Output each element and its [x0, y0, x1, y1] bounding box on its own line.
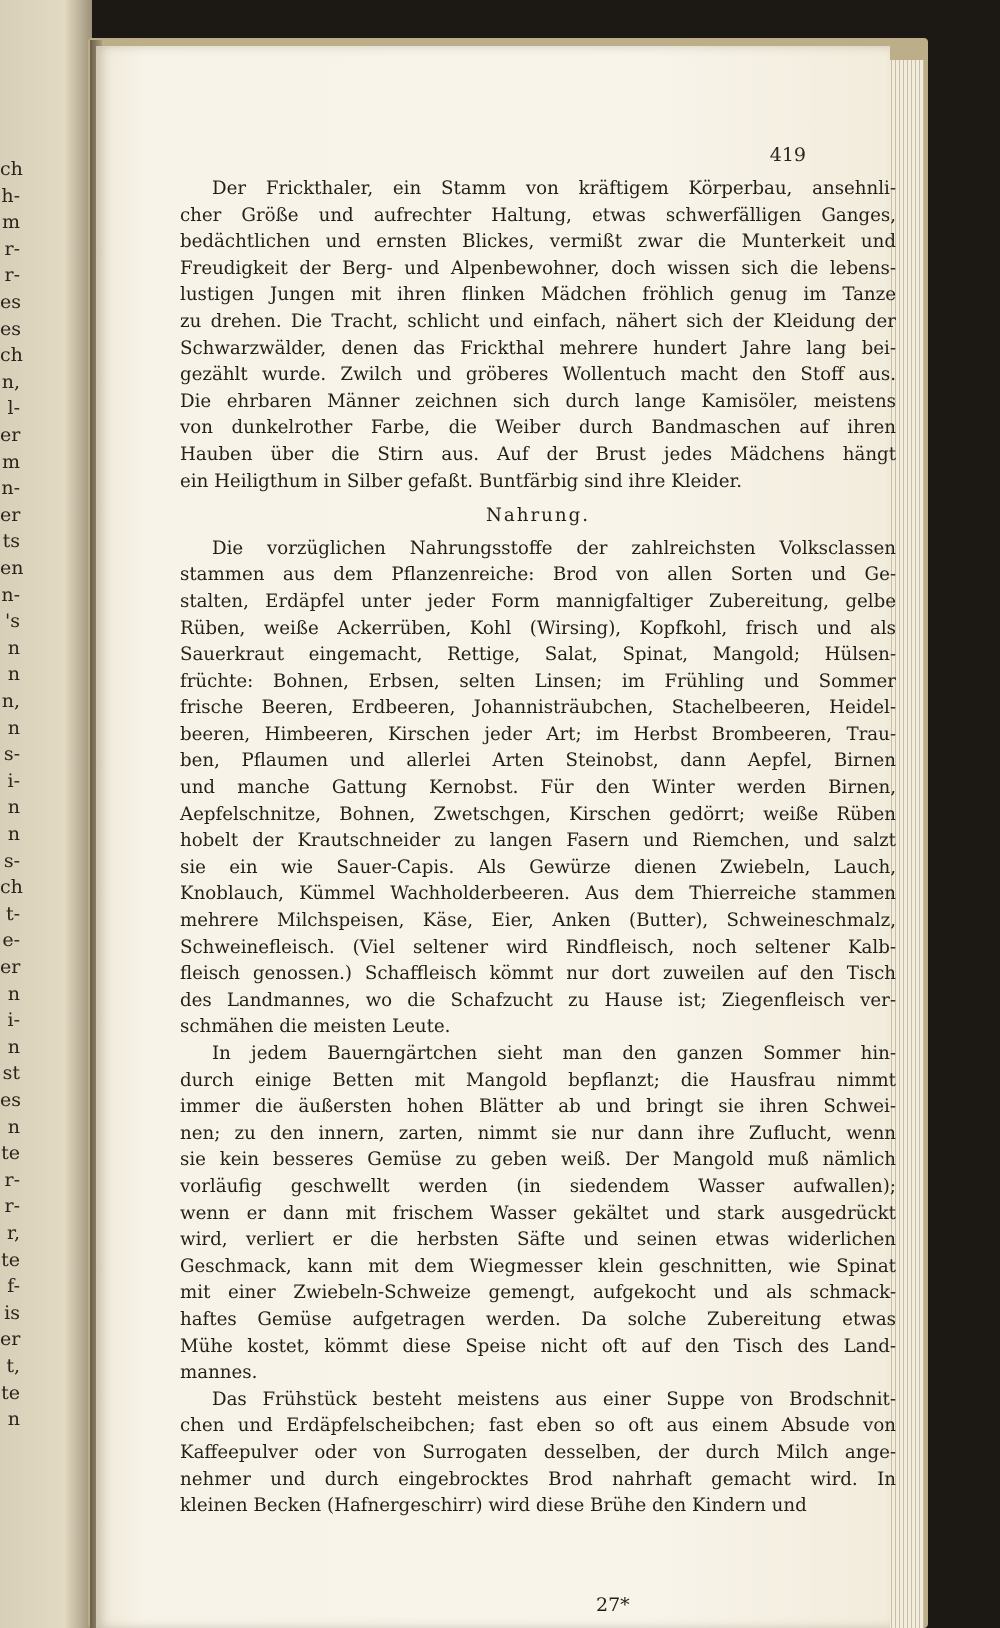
previous-page-fragment: i-: [7, 1009, 20, 1032]
previous-page-fragment: er: [0, 1328, 21, 1351]
printer-signature: 27*: [596, 1594, 630, 1616]
text-line: wenn er dann mit frischem Wasser gekältet und stark ausgedrückt: [180, 1202, 896, 1224]
page-number: 419: [769, 144, 806, 166]
previous-page-fragment: er: [0, 956, 21, 978]
text-line: fleisch genossen.) Schaffleisch kömmt nur dort zuweilen auf den Tisch: [180, 963, 896, 985]
text-line: Knoblauch, Kümmel Wachholderbeeren. Aus dem Thierreiche stammen: [180, 883, 896, 905]
text-line: Aepfelschnitze, Bohnen, Zwetschgen, Kirschen gedörrt; weiße Rüben: [180, 803, 896, 825]
text-line: ein Heiligthum in Silber gefaßt. Buntfärbig sind ihre Kleider.: [180, 470, 743, 492]
text-line: Schweinefleisch. (Viel seltener wird Rindfleisch, noch seltener Kalb-: [180, 936, 896, 958]
previous-page-fragment: i-: [7, 769, 20, 792]
text-line: früchte: Bohnen, Erbsen, selten Linsen; im Frühling und Sommer: [180, 670, 896, 692]
text-line: nehmer und durch eingebrocktes Brod nahrhaft gemacht wird. In: [180, 1468, 896, 1490]
text-line: stalten, Erdäpfel unter jeder Form mannigfaltiger Zubereitung, gelbe: [180, 590, 896, 612]
previous-page-fragment: es: [0, 1089, 21, 1111]
paragraph: [180, 536, 896, 1041]
text-line: mannes.: [180, 1362, 258, 1384]
previous-page-fragment: is: [4, 1301, 20, 1324]
previous-page-edge: [0, 0, 92, 1628]
previous-page-fragment: n-: [1, 583, 20, 606]
previous-page-fragment: s-: [3, 743, 20, 766]
previous-page-fragment: n: [7, 1035, 20, 1058]
text-line: In jedem Bauerngärtchen sieht man den ganzen Sommer hin-: [212, 1043, 896, 1064]
previous-page-fragment: n: [7, 636, 20, 659]
text-line: nen; zu den innern, zarten, nimmt sie nur dann ihre Zuflucht, wenn: [180, 1122, 896, 1144]
text-line: mit einer Zwiebeln-Schweize gemengt, aufgekocht und als schmack-: [180, 1282, 896, 1304]
previous-page-fragment: h-: [1, 184, 20, 207]
text-line: Der Frickthaler, ein Stamm von kräftigem Körperbau, ansehnli-: [212, 178, 896, 199]
text-line: Rüben, weiße Ackerrüben, Kohl (Wirsing), Kopfkohl, frisch und als: [180, 617, 896, 639]
text-line: gezählt wurde. Zwilch und gröberes Wollentuch macht den Stoff aus.: [180, 364, 896, 386]
previous-page-fragment: n: [7, 982, 20, 1005]
text-line: und manche Gattung Kernobst. Für den Winter werden Birnen,: [180, 777, 896, 799]
text-line: kleinen Becken (Hafnergeschirr) wird diese Brühe den Kindern und: [180, 1495, 807, 1517]
text-line: beeren, Himbeeren, Kirschen jeder Art; im Herbst Brombeeren, Trau-: [180, 723, 896, 745]
text-line: von dunkelrother Farbe, die Weiber durch Bandmaschen auf ihren: [180, 417, 896, 439]
previous-page-fragment: er: [0, 424, 21, 446]
text-line: wird, verliert er die herbsten Säfte und seinen etwas widerlichen: [180, 1229, 896, 1251]
text-line: vorläufig geschwellt werden (in siedendem Wasser aufwallen);: [180, 1175, 896, 1197]
previous-page-fragment: e-: [2, 929, 20, 952]
previous-page-fragment: n-: [1, 477, 20, 500]
previous-page-fragment: te: [1, 1248, 20, 1271]
text-line: sie kein besseres Gemüse zu geben weiß. Der Mangold muß nämlich: [180, 1149, 896, 1171]
text-line: bedächtlichen und ernsten Blickes, vermißt zwar die Munterkeit und: [180, 231, 896, 253]
previous-page-fragment: l-: [7, 397, 20, 420]
text-line: immer die äußersten hohen Blätter ab und bringt sie ihren Schwei-: [180, 1096, 896, 1118]
previous-page-fragment: er: [0, 503, 21, 526]
previous-page-fragment: n: [7, 663, 20, 686]
previous-page-fragment: n: [7, 1115, 20, 1138]
text-line: des Landmannes, wo die Schafzucht zu Hause ist; Ziegenfleisch ver-: [180, 989, 896, 1011]
text-line: Freudigkeit der Berg- und Alpenbewohner, doch wissen sich die lebens-: [180, 257, 896, 279]
text-line: haftes Gemüse aufgetragen werden. Da solche Zubereitung etwas: [180, 1308, 896, 1330]
text-line: Kaffeepulver oder von Surrogaten desselben, der durch Milch ange-: [180, 1441, 896, 1463]
text-line: ben, Pflaumen und allerlei Arten Steinobst, dann Aepfel, Birnen: [180, 750, 896, 772]
text-line: lustigen Jungen mit ihren flinken Mädchen fröhlich genug im Tanze: [180, 284, 896, 306]
previous-page-fragment: ch: [0, 158, 23, 180]
text-line: Sauerkraut eingemacht, Rettige, Salat, Spinat, Mangold; Hülsen-: [180, 644, 896, 666]
previous-page-fragment: n,: [1, 370, 20, 393]
previous-page-fragment: es: [0, 291, 21, 313]
text-line: mehrere Milchspeisen, Käse, Eier, Anken (Butter), Schweineschmalz,: [180, 910, 896, 932]
paragraph: [180, 1387, 896, 1520]
text-line: frische Beeren, Erdbeeren, Johannisträubchen, Stachelbeeren, Heidel-: [180, 697, 896, 719]
previous-page-fragment: st: [2, 1062, 20, 1085]
text-line: Die ehrbaren Männer zeichnen sich durch lange Kamisöler, meistens: [180, 390, 896, 412]
previous-page-fragment: n,: [1, 690, 20, 712]
text-line: sie ein wie Sauer-Capis. Als Gewürze dienen Zwiebeln, Lauch,: [180, 856, 896, 878]
text-line: zu drehen. Die Tracht, schlicht und einfach, nähert sich der Kleidung der: [180, 310, 896, 332]
paragraph: [180, 176, 896, 495]
book-page: [96, 46, 896, 1628]
previous-page-fragment: n: [7, 1408, 20, 1431]
text-line: hobelt der Krautschneider zu langen Fasern und Riemchen, und salzt: [180, 830, 896, 852]
previous-page-fragment: r,: [6, 1222, 20, 1244]
page-text: [180, 176, 896, 1520]
paragraph: [180, 1041, 896, 1387]
text-line: durch einige Betten mit Mangold bepflanzt; die Hausfrau nimmt: [180, 1069, 896, 1091]
text-line: Die vorzüglichen Nahrungsstoffe der zahlreichsten Volksclassen: [212, 537, 896, 559]
previous-page-fragment: te: [1, 1381, 20, 1404]
text-line: chen und Erdäpfelscheibchen; fast eben so oft aus einem Absude von: [180, 1415, 896, 1437]
previous-page-fragment: n: [7, 796, 20, 819]
text-line: Mühe kostet, kömmt diese Speise nicht oft auf den Tisch des Land-: [180, 1335, 896, 1357]
previous-page-fragment: ch: [0, 876, 23, 899]
previous-page-fragment: en: [0, 557, 24, 579]
section-heading: Nahrung.: [485, 505, 591, 527]
previous-page-fragment: m: [1, 211, 20, 234]
previous-page-fragment: n: [7, 823, 20, 845]
previous-page-fragment: m: [1, 450, 20, 473]
previous-page-fragment: r-: [4, 264, 20, 287]
previous-page-fragment: es: [0, 317, 21, 340]
previous-page-fragment: n: [7, 716, 20, 739]
text-line: Das Frühstück besteht meistens aus einer Suppe von Brodschnit-: [212, 1388, 896, 1410]
text-line: Geschmack, kann mit dem Wiegmesser klein geschnitten, wie Spinat: [180, 1255, 896, 1277]
previous-page-fragment: s-: [3, 849, 20, 872]
previous-page-fragment: t,: [6, 1355, 20, 1377]
previous-page-fragment: 's: [5, 610, 20, 633]
previous-page-fragment: r-: [4, 1168, 20, 1191]
previous-page-fragment: r-: [4, 1195, 20, 1218]
text-line: Schwarzwälder, denen das Frickthal mehrere hundert Jahre lang bei-: [180, 337, 896, 359]
previous-page-fragment: ch: [0, 344, 23, 367]
text-line: schmähen die meisten Leute.: [180, 1016, 451, 1038]
text-line: stammen aus dem Pflanzenreiche: Brod von allen Sorten und Ge-: [180, 564, 896, 586]
previous-page-fragment: t-: [5, 902, 20, 925]
text-line: Hauben über die Stirn aus. Auf der Brust jedes Mädchens hängt: [180, 443, 896, 465]
previous-page-fragment: r-: [4, 237, 20, 260]
text-line: cher Größe und aufrechter Haltung, etwas schwerfälligen Ganges,: [180, 204, 896, 226]
previous-page-fragment: te: [1, 1142, 20, 1165]
previous-page-fragment: ts: [2, 530, 20, 553]
previous-page-fragment: f-: [7, 1275, 20, 1298]
